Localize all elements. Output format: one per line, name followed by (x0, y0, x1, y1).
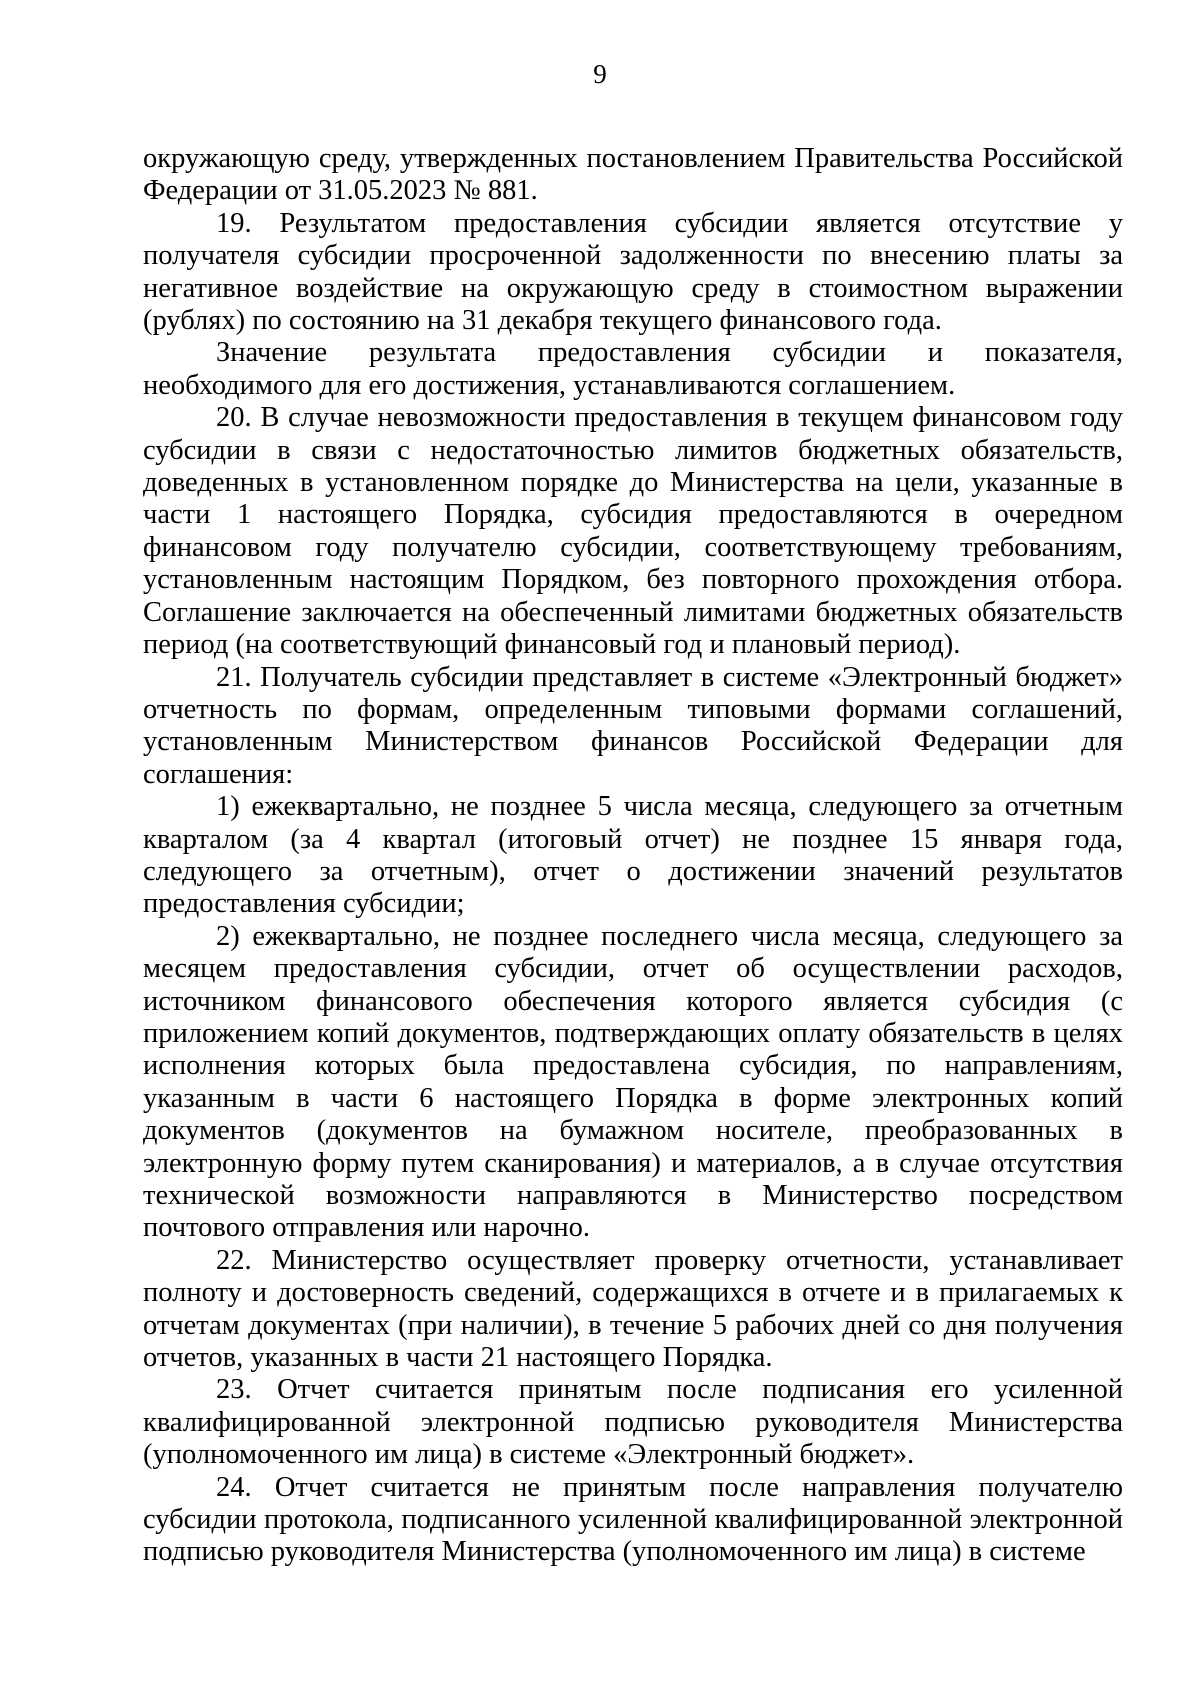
paragraph-item-21-1: 1) ежеквартально, не позднее 5 числа месяца, следующего за отчетным кварталом (за 4 квартал (итоговый отчет) не позднее 15 января года, следующего за отчетным), отчет о достижении значений результатов предоставления субсидии; (143, 791, 1123, 920)
paragraph-result-value: Значение результата предоставления субсидии и показателя, необходимого для его достижения, устанавливаются соглашением. (143, 337, 1123, 401)
document-body (143, 143, 1123, 1569)
paragraph-item-19: 19. Результатом предоставления субсидии является отсутствие у получателя субсидии просроченной задолженности по внесению платы за негативное воздействие на окружающую среду в стоимостном выражении (рублях) по состоянию на 31 декабря текущего финансового года. (143, 207, 1123, 337)
paragraph-item-23: 23. Отчет считается принятым после подписания его усиленной квалифицированной электронной подписью руководителя Министерства (уполномоченного им лица) в системе «Электронный бюджет». (143, 1374, 1123, 1471)
paragraph-continuation: окружающую среду, утвержденных постановлением Правительства Российской Федерации от 31.05.2023 № 881. (143, 143, 1123, 207)
paragraph-item-22: 22. Министерство осуществляет проверку отчетности, устанавливает полноту и достоверность сведений, содержащихся в отчете и в прилагаемых к отчетам документах (при наличии), в течение 5 рабочих дней со дня получения отчетов, указанных в части 21 настоящего Порядка. (143, 1244, 1123, 1374)
page-number: 9 (593, 59, 607, 89)
paragraph-item-24: 24. Отчет считается не принятым после направления получателю субсидии протокола, подписанного усиленной квалифицированной электронной подписью руководителя Министерства (уполномоченного им лица) в системе (143, 1471, 1123, 1568)
paragraph-item-21-2: 2) ежеквартально, не позднее последнего числа месяца, следующего за месяцем предоставления субсидии, отчет об осуществлении расходов, источником финансового обеспечения которого является субсидия (с приложением копий документов, подтверждающих оплату обязательств в целях исполнения которых была предоставлена субсидия, по направлениям, указанным в части 6 настоящего Порядка в форме электронных копий документов (документов на бумажном носителе, преобразованных в электронную форму путем сканирования) и материалов, а в случае отсутствия технической возможности направляются в Министерство посредством почтового отправления или нарочно. (143, 920, 1123, 1244)
paragraph-item-20: 20. В случае невозможности предоставления в текущем финансовом году субсидии в связи с недостаточностью лимитов бюджетных обязательств, доведенных в установленном порядке до Министерства на цели, указанные в части 1 настоящего Порядка, субсидия предоставляются в очередном финансовом году получателю субсидии, соответствующему требованиям, установленным настоящим Порядком, без повторного прохождения отбора. Соглашение заключается на обеспеченный лимитами бюджетных обязательств период (на соответствующий финансовый год и плановый период). (143, 402, 1123, 661)
paragraph-item-21: 21. Получатель субсидии представляет в системе «Электронный бюджет» отчетность по формам, определенным типовыми формами соглашений, установленным Министерством финансов Российской Федерации для соглашения: (143, 661, 1123, 790)
